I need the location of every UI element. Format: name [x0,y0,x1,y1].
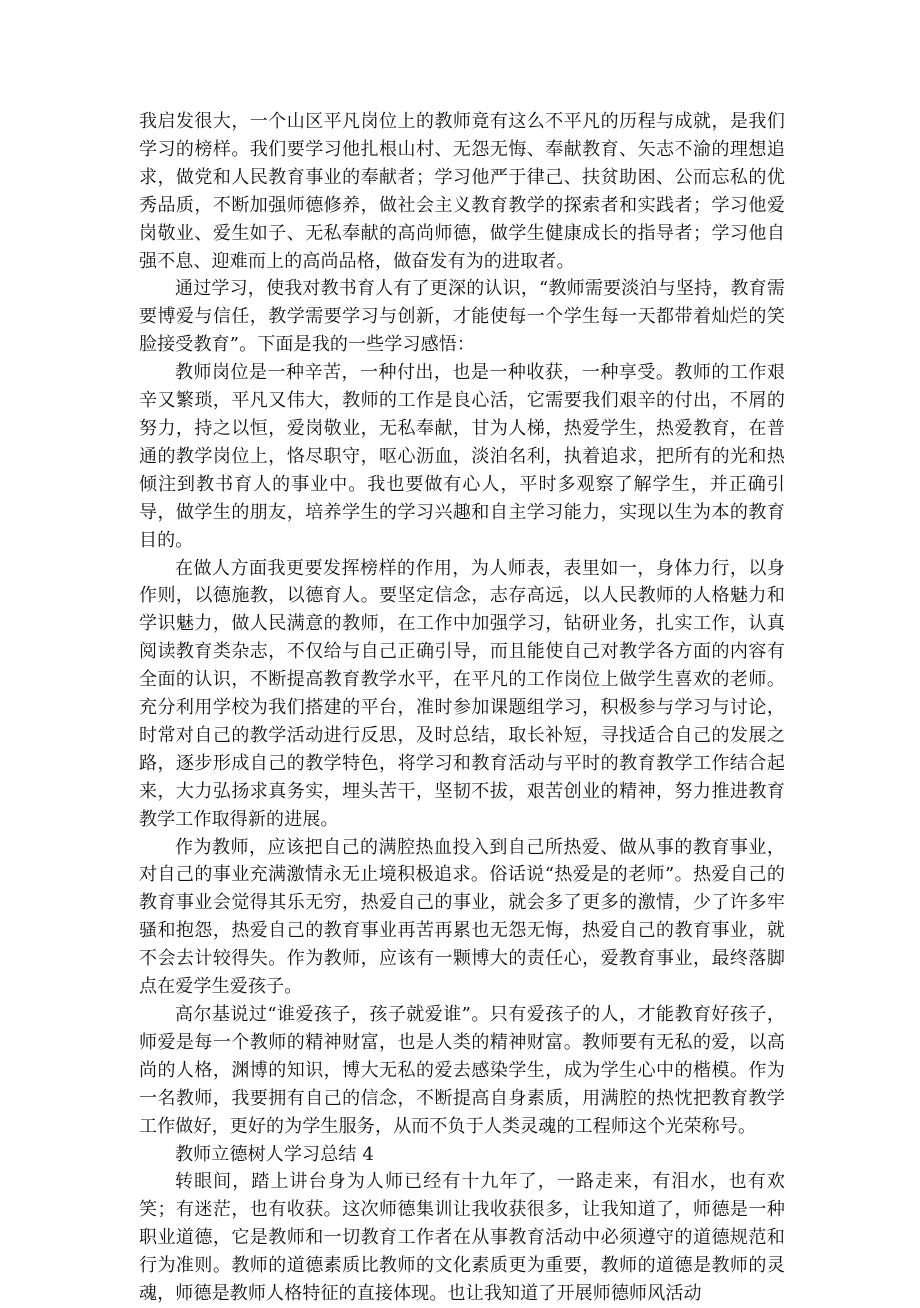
section-heading: 教师立德树人学习总结 4 [175,1143,374,1165]
paragraph: 作为教师，应该把自己的满腔热血投入到自己所热爱、做从事的教育事业，对自己的事业充满激情永无止境积极追求。俗话说“热爱是的老师”。热爱自己的教育事业会觉得其乐无穷，热爱自己的事业，就会多了更多的激情，少了许多牢骚和抱怨，热爱自己的教育事业再苦再累也无怨无悔，热爱自己的教育事业，就不会去计较得失。作为教师，应该有一颗博大的责任心，爱教育事业，最终落脚点在爱学生爱孩子。 [139,836,785,998]
paragraph: 我启发很大，一个山区平凡岗位上的教师竟有这么不平凡的历程与成就，是我们学习的榜样。我们要学习他扎根山村、无怨无悔、奉献教育、矢志不渝的理想追求，做党和人民教育事业的奉献者；学习他严于律己、扶贫助困、公而忘私的优秀品质，不断加强师德修养，做社会主义教育教学的探索者和实践者；学习他爱岗敬业、爱生如子、无私奉献的高尚师德，做学生健康成长的指导者；学习他自强不息、迎难而上的高尚品格，做奋发有为的进取者。 [139,111,785,272]
paragraph: 在做人方面我更要发挥榜样的作用，为人师表，表里如一，身体力行，以身作则，以德施教，以德育人。要坚定信念，志存高远，以人民教师的人格魅力和学识魅力，做人民满意的教师，在工作中加强学习，钻研业务，扎实工作，认真阅读教育类杂志，不仅给与自己正确引导，而且能使自己对教学各方面的内容有全面的认识，不断提高教育教学水平，在平凡的工作岗位上做学生喜欢的老师。充分利用学校为我们搭建的平台，准时参加课题组学习，积极参与学习与讨论，时常对自己的教学活动进行反思，及时总结，取长补短，寻找适合自己的发展之路，逐步形成自己的教学特色，将学习和教育活动与平时的教育教学工作结合起来，大力弘扬求真务实，埋头苦干，坚韧不拔，艰苦创业的精神，努力推进教育教学工作取得新的进展。 [139,557,785,830]
paragraph: 高尔基说过“谁爱孩子，孩子就爱谁”。只有爱孩子的人，才能教育好孩子，师爱是每一个教师的精神财富，也是人类的精神财富。教师要有无私的爱，以高尚的人格，渊博的知识，博大无私的爱去感染学生，成为学生心中的楷模。作为一名教师，我要拥有自己的信念，不断提高自身素质，用满腔的热忱把教育教学工作做好，更好的为学生服务，从而不负于人类灵魂的工程师这个光荣称号。 [139,1004,785,1137]
paragraph: 通过学习，使我对教书育人有了更深的认识，“教师需要淡泊与坚持，教育需要博爱与信任，教学需要学习与创新，才能使每一个学生每一天都带着灿烂的笑脸接受教育”。下面是我的一些学习感悟： [139,278,785,356]
document-page [139,108,785,1308]
paragraph: 转眼间，踏上讲台身为人师已经有十九年了，一路走来，有泪水，也有欢笑；有迷茫，也有收获。这次师德集训让我收获很多，让我知道了，师德是一种职业道德，它是教师和一切教育工作者在从事教育活动中必须遵守的道德规范和行为准则。教师的道德素质比教师的文化素质更为重要，教师的道德是教师的灵魂，师德是教师人格特征的直接体现。也让我知道了开展师德师风活动 [139,1171,785,1305]
paragraph: 教师岗位是一种辛苦，一种付出，也是一种收获，一种享受。教师的工作艰辛又繁琐，平凡又伟大，教师的工作是良心活，它需要我们艰辛的付出，不屑的努力，持之以恒，爱岗敬业，无私奉献，甘为人梯，热爱学生，热爱教育，在普通的教学岗位上，恪尽职守，呕心沥血，淡泊名利，执着追求，把所有的光和热倾注到教书育人的事业中。我也要做有心人，平时多观察了解学生，并正确引导，做学生的朋友，培养学生的学习兴趣和自主学习能力，实现以生为本的教育目的。 [139,362,785,551]
